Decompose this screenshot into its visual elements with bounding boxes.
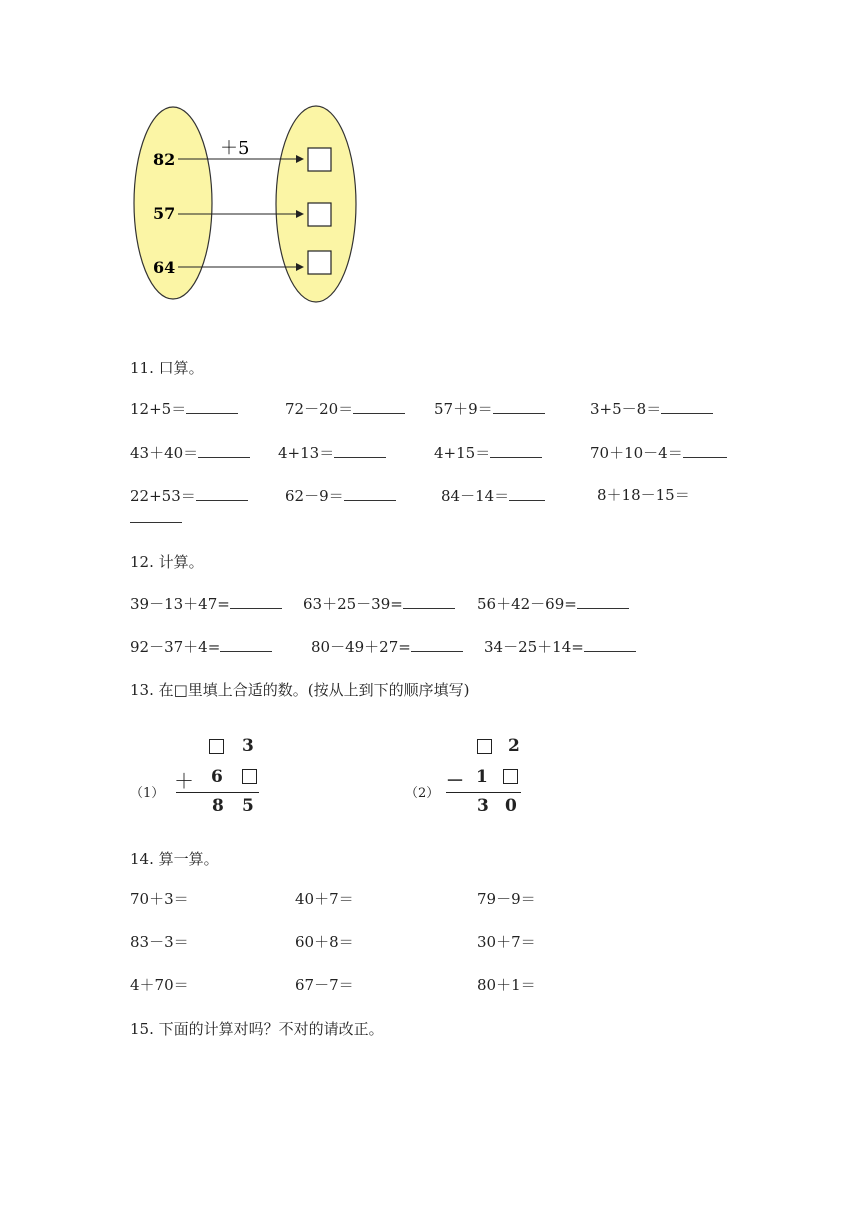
q14-r2-c3: 30＋7＝ bbox=[477, 933, 536, 951]
answer-box-1[interactable] bbox=[308, 148, 331, 171]
q13-p1-top-digit: 3 bbox=[242, 736, 254, 756]
q11-r1-c4: 3+5－8＝ bbox=[590, 399, 713, 418]
answer-blank[interactable] bbox=[490, 443, 542, 458]
answer-blank[interactable] bbox=[198, 443, 250, 458]
answer-blank[interactable] bbox=[186, 399, 238, 414]
q12-r2-c2: 80－49＋27= bbox=[311, 637, 463, 656]
q13-p2-box-mid[interactable] bbox=[503, 769, 518, 784]
answer-blank[interactable] bbox=[584, 637, 636, 652]
q13-p2-operator: － bbox=[446, 771, 464, 792]
q12-r2-c3: 34－25＋14= bbox=[484, 637, 636, 656]
q14-title: 14. 算一算。 bbox=[130, 850, 219, 868]
input-82: 82 bbox=[153, 150, 176, 169]
q12-title: 12. 计算。 bbox=[130, 553, 204, 571]
q11-r2-c2: 4+13＝ bbox=[278, 443, 386, 462]
q14-r1-c3: 79－9＝ bbox=[477, 890, 536, 908]
q13-p2-box-top[interactable] bbox=[477, 739, 492, 754]
input-64: 64 bbox=[153, 258, 176, 277]
q12-r1-c2: 63＋25－39= bbox=[303, 594, 455, 613]
q13-title: 13. 在□里填上合适的数。(按从上到下的顺序填写) bbox=[130, 681, 470, 699]
q11-r1-c3: 57＋9＝ bbox=[434, 399, 545, 418]
q14-r2-c1: 83－3＝ bbox=[130, 933, 189, 951]
q13-p2-top-digit: 2 bbox=[508, 736, 520, 756]
q12-r1-c3: 56＋42－69= bbox=[477, 594, 629, 613]
q13-p2-result-ones: 0 bbox=[505, 796, 517, 816]
input-57: 57 bbox=[153, 204, 176, 223]
q11-r1-c1: 12+5＝ bbox=[130, 399, 238, 418]
q11-r1-c2: 72－20＝ bbox=[285, 399, 405, 418]
q13-p1-mid-digit: 6 bbox=[211, 767, 223, 787]
answer-blank[interactable] bbox=[196, 486, 248, 501]
q11-r2-c1: 43＋40＝ bbox=[130, 443, 250, 462]
q14-r3-c2: 67－7＝ bbox=[295, 976, 354, 994]
q13-p1-operator: ＋ bbox=[174, 769, 194, 793]
q14-r2-c2: 60＋8＝ bbox=[295, 933, 354, 951]
q13-p2-mid-digit: 1 bbox=[476, 767, 488, 787]
q13-p1-box-top[interactable] bbox=[209, 739, 224, 754]
operation-label: ＋5 bbox=[220, 138, 250, 159]
q11-r2-c4: 70＋10－4＝ bbox=[590, 443, 727, 462]
q13-p1-line bbox=[176, 792, 259, 793]
q14-r3-c3: 80＋1＝ bbox=[477, 976, 536, 994]
mapping-diagram bbox=[130, 100, 370, 310]
q14-r1-c1: 70＋3＝ bbox=[130, 890, 189, 908]
q15-title: 15. 下面的计算对吗？不对的请改正。 bbox=[130, 1020, 384, 1038]
q11-title: 11. 口算。 bbox=[130, 359, 204, 377]
answer-blank[interactable] bbox=[353, 399, 405, 414]
answer-blank[interactable] bbox=[577, 594, 629, 609]
q11-r3-c3: 84－14＝ bbox=[441, 486, 545, 505]
answer-blank[interactable] bbox=[683, 443, 727, 458]
q13-p2-label: （2） bbox=[405, 786, 440, 801]
q12-r2-c1: 92－37＋4= bbox=[130, 637, 272, 656]
answer-blank[interactable] bbox=[403, 594, 455, 609]
q13-p1-box-mid[interactable] bbox=[242, 769, 257, 784]
answer-blank[interactable] bbox=[220, 637, 272, 652]
answer-box-3[interactable] bbox=[308, 251, 331, 274]
q11-r3-c2: 62－9＝ bbox=[285, 486, 396, 505]
answer-blank[interactable] bbox=[493, 399, 545, 414]
q13-p1-result-tens: 8 bbox=[212, 796, 224, 816]
q12-r1-c1: 39－13＋47= bbox=[130, 594, 282, 613]
q13-p1-result-ones: 5 bbox=[242, 796, 254, 816]
q11-r3-c1: 22+53＝ bbox=[130, 486, 248, 505]
answer-box-2[interactable] bbox=[308, 203, 331, 226]
answer-blank[interactable] bbox=[334, 443, 386, 458]
q13-p2-line bbox=[446, 792, 521, 793]
q13-p2-result-tens: 3 bbox=[477, 796, 489, 816]
answer-blank[interactable] bbox=[230, 594, 282, 609]
q11-r3-c4: 8＋18－15＝ bbox=[597, 486, 690, 504]
answer-blank[interactable] bbox=[130, 508, 182, 523]
answer-blank[interactable] bbox=[344, 486, 396, 501]
q14-r3-c1: 4＋70＝ bbox=[130, 976, 189, 994]
answer-blank[interactable] bbox=[509, 486, 545, 501]
q13-p1-label: （1） bbox=[130, 786, 165, 801]
q11-r2-c3: 4+15＝ bbox=[434, 443, 542, 462]
answer-blank[interactable] bbox=[411, 637, 463, 652]
q14-r1-c2: 40＋7＝ bbox=[295, 890, 354, 908]
answer-blank[interactable] bbox=[661, 399, 713, 414]
